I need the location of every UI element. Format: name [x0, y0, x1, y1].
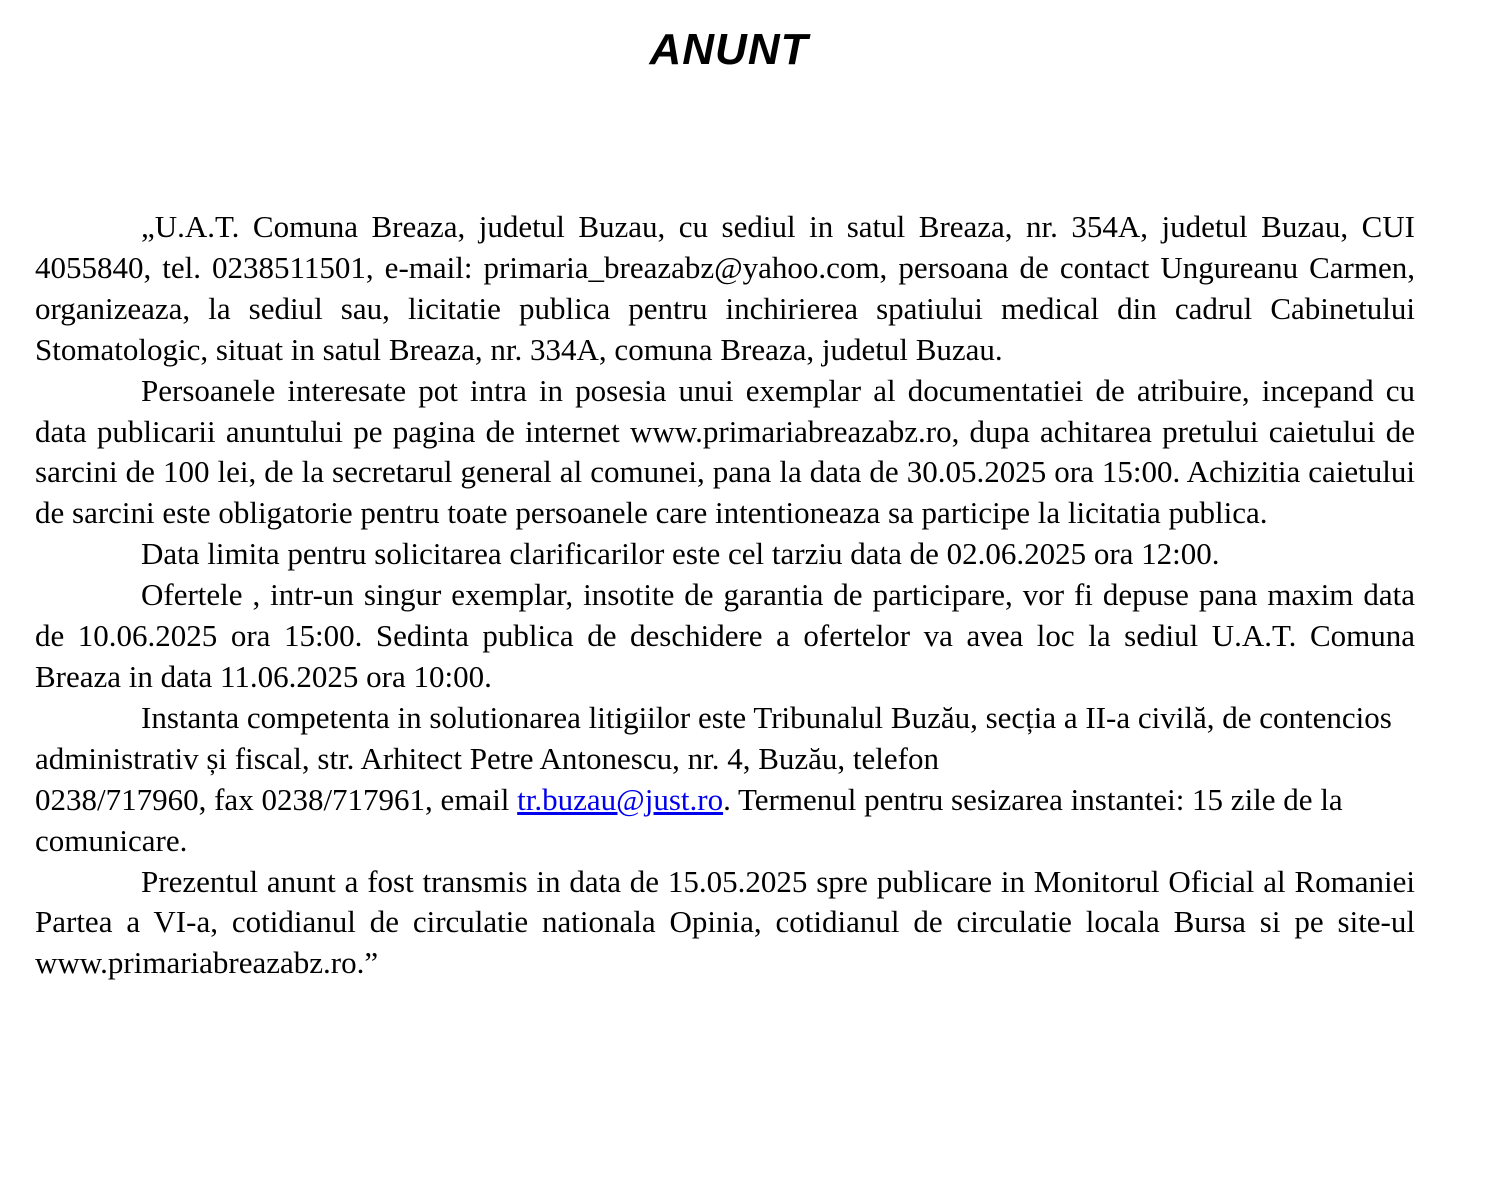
document-body — [35, 207, 1415, 984]
court-text-after-link: . Termenul pentru sesizarea instantei: 15 zile de la comunicare. — [35, 781, 1343, 858]
paragraph-clarifications: Data limita pentru solicitarea clarificarilor este cel tarziu data de 02.06.2025 ora 12:00. — [141, 536, 1220, 572]
paragraph-court — [35, 698, 1415, 862]
paragraph-publication: Prezentul anunt a fost transmis in data de 15.05.2025 spre publicare in Monitorul Oficial al Romaniei Partea a VI-a, cotidianul de circulatie nationala Opinia, cotidianul de circulatie locala Bursa si pe site-ul www.primariabreazabz.ro.” — [35, 863, 1415, 981]
document-title: ANUNT — [649, 25, 809, 74]
court-email-link[interactable]: tr.buzau@just.ro — [517, 781, 724, 817]
paragraph-announcement: „U.A.T. Comuna Breaza, judetul Buzau, cu sediul in satul Breaza, nr. 354A, judetul Buzau, CUI 4055840, tel. 0238511501, e-mail: primaria_breazabz@yahoo.com, persoana de contact Ungureanu Carmen, organizeaza, la sediul sau, licitatie publica pentru inchirierea spatiului medical din cadrul Cabinetului Stomatologic, situat in satul Breaza, nr. 334A, comuna Breaza, judetul Buzau. — [35, 209, 1415, 367]
paragraph-documentation: Persoanele interesate pot intra in posesia unui exemplar al documentatiei de atribuire, incepand cu data publicarii anuntului pe pagina de internet www.primariabreazabz.ro, dupa achitarea pretului caietului de sarcini de 100 lei, de la secretarul general al comunei, pana la data de 30.05.2025 ora 15:00. Achizitia caietului de sarcini este obligatorie pentru toate persoanele care intentioneaza sa participe la licitatia publica. — [35, 372, 1415, 531]
court-text-line1: Instanta competenta in solutionarea litigiilor este Tribunalul Buzău, secția a II-a civilă, de contencios administrativ și fiscal, str. Arhitect Petre Antonescu, nr. 4, Buzău, telefon — [35, 699, 1392, 776]
court-text-line2: 0238/717960, fax 0238/717961, email — [35, 781, 518, 817]
paragraph-offers: Ofertele , intr-un singur exemplar, insotite de garantia de participare, vor fi depuse pana maxim data de 10.06.2025 ora 15:00. Sedinta publica de deschidere a ofertelor va avea loc la sediul U.A.T. Comuna Breaza in data 11.06.2025 ora 10:00. — [35, 577, 1415, 694]
